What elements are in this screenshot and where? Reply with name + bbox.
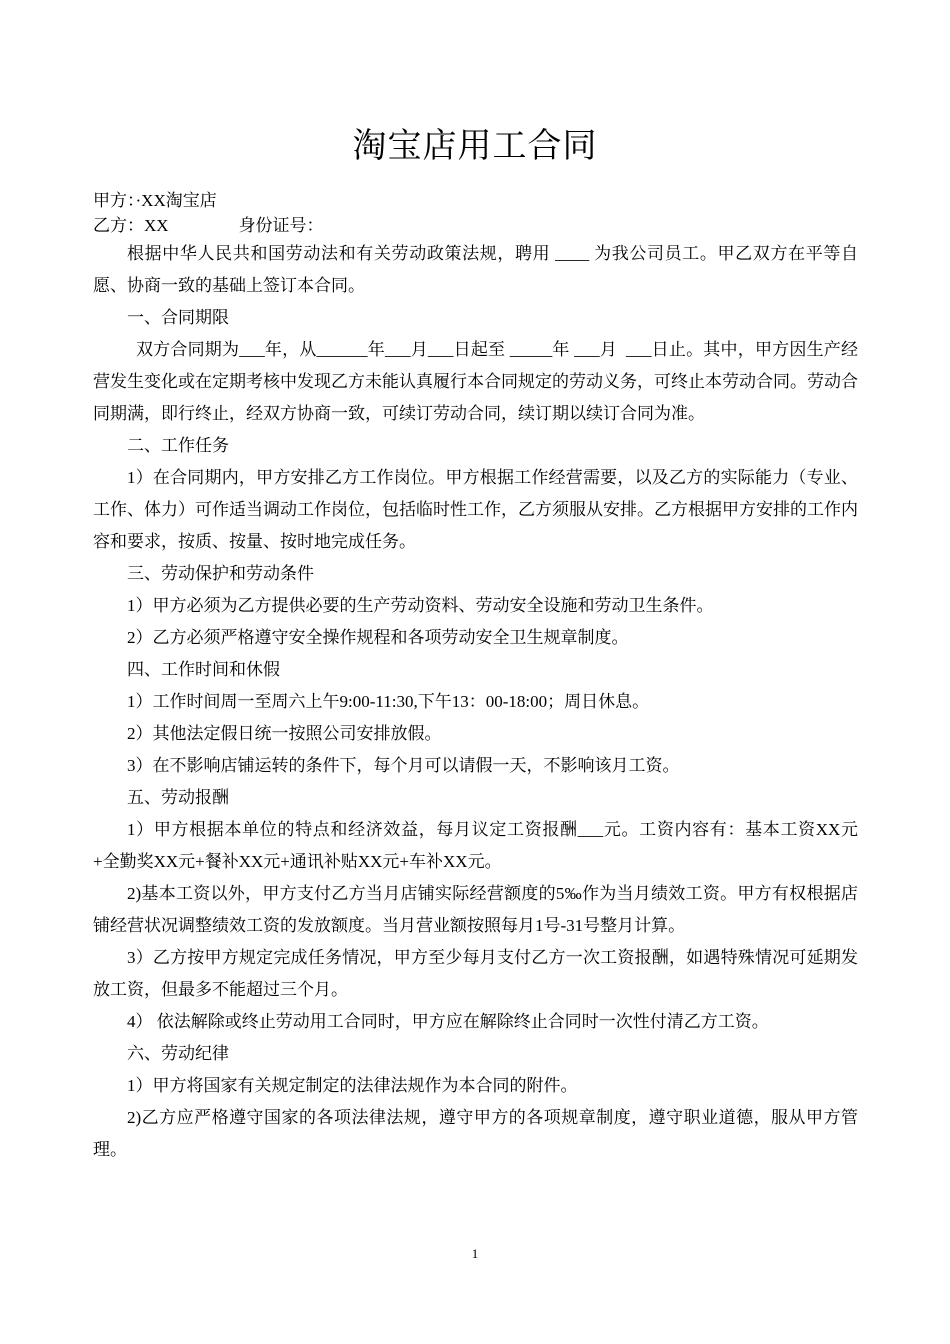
paragraph: 1）甲方根据本单位的特点和经济效益，每月议定工资报酬___元。工资内容有：基本工资XX元+全勤奖XX元+餐补XX元+通讯补贴XX元+车补XX元。 bbox=[93, 820, 858, 871]
id-number-label: 身份证号： bbox=[238, 216, 324, 235]
paragraph: 2）乙方必须严格遵守安全操作规程和各项劳动安全卫生规章制度。 bbox=[127, 628, 629, 647]
party-b: 乙方：XX bbox=[93, 216, 169, 235]
section-heading: 一、合同期限 bbox=[127, 308, 229, 327]
paragraph: 2)基本工资以外，甲方支付乙方当月店铺实际经营额度的5‰作为当月绩效工资。甲方有权根据店铺经营状况调整绩效工资的发放额度。当月营业额按照每月1号-31号整月计算。 bbox=[93, 884, 858, 935]
section-heading: 三、劳动保护和劳动条件 bbox=[127, 564, 314, 583]
paragraph: 3）乙方按甲方规定完成任务情况，甲方至少每月支付乙方一次工资报酬，如遇特殊情况可延期发放工资，但最多不能超过三个月。 bbox=[93, 948, 858, 999]
paragraph: 4） 依法解除或终止劳动用工合同时，甲方应在解除终止合同时一次性付清乙方工资。 bbox=[127, 1012, 769, 1031]
section-heading: 五、劳动报酬 bbox=[127, 788, 229, 807]
section-heading: 四、工作时间和休假 bbox=[127, 660, 280, 679]
paragraph: 1）在合同期内，甲方安排乙方工作岗位。甲方根据工作经营需要，以及乙方的实际能力（专业、工作、体力）可作适当调动工作岗位，包括临时性工作，乙方须服从安排。乙方根据甲方安排的工作内容和要求，按质、按量、按时地完成任务。 bbox=[93, 468, 858, 551]
intro-paragraph: 根据中华人民共和国劳动法和有关劳动政策法规，聘用 ____ 为我公司员工。甲乙双方在平等自愿、协商一致的基础上签订本合同。 bbox=[93, 244, 858, 295]
paragraph: 2)乙方应严格遵守国家的各项法律法规，遵守甲方的各项规章制度，遵守职业道德，服从甲方管理。 bbox=[93, 1108, 858, 1159]
section-heading: 六、劳动纪律 bbox=[127, 1044, 229, 1063]
paragraph: 双方合同期为___年，从______年___月___日起至 _____年 ___月 ___日止。其中，甲方因生产经营发生变化或在定期考核中发现乙方未能认真履行本合同规定的劳动义务，可终止本劳动合同。劳动合同期满，即行终止，经双方协商一致，可续订劳动合同，续订期以续订合同为准。 bbox=[93, 340, 859, 423]
party-b-line bbox=[93, 213, 858, 238]
paragraph: 2）其他法定假日统一按照公司安排放假。 bbox=[127, 724, 442, 743]
paragraph: 1）工作时间周一至周六上午9:00-11:30,下午13：00-18:00；周日休息。 bbox=[127, 692, 650, 711]
paragraph: 1）甲方必须为乙方提供必要的生产劳动资料、劳动安全设施和劳动卫生条件。 bbox=[127, 596, 714, 615]
section-heading: 二、工作任务 bbox=[127, 436, 229, 455]
paragraph: 1）甲方将国家有关规定制定的法律法规作为本合同的附件。 bbox=[127, 1076, 578, 1095]
document-title: 淘宝店用工合同 bbox=[352, 128, 598, 165]
page-number: 1 bbox=[471, 1246, 479, 1261]
paragraph: 3）在不影响店铺运转的条件下，每个月可以请假一天，不影响该月工资。 bbox=[127, 756, 680, 775]
document-body bbox=[93, 188, 858, 1166]
party-a: 甲方：·XX淘宝店 bbox=[93, 191, 217, 210]
